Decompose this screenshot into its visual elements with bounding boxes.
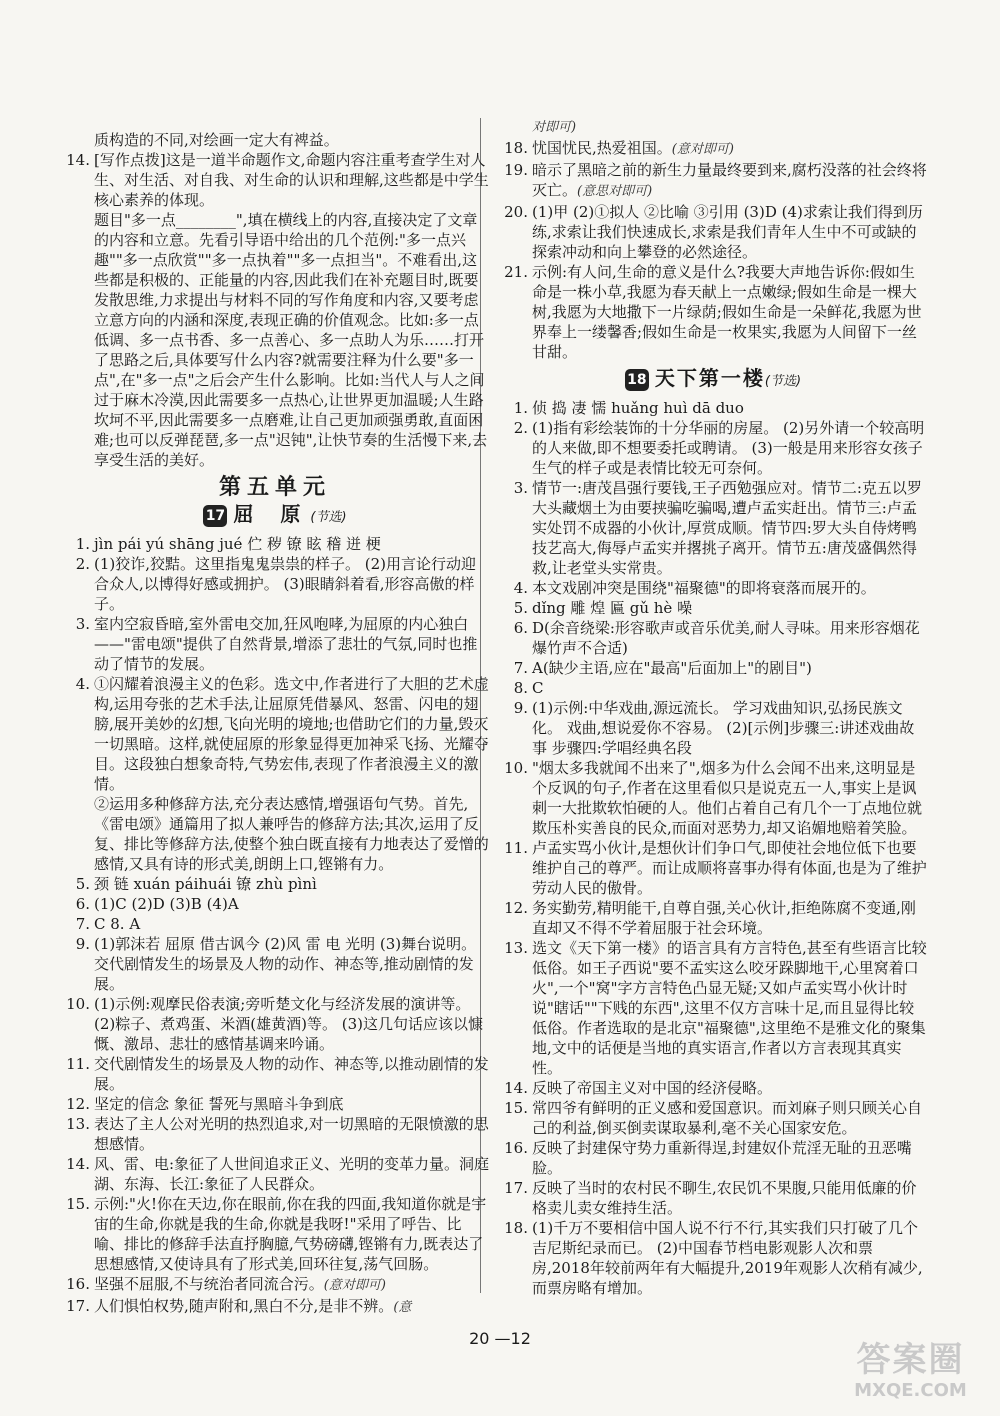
lesson-17-answers (60, 534, 490, 1318)
item-number: 15. (504, 1099, 528, 1117)
answer-item (498, 1178, 928, 1218)
item-number: 19. (504, 161, 528, 179)
item-number: 6. (513, 619, 528, 637)
answer-item (60, 1194, 490, 1274)
item-number: 17. (504, 1179, 528, 1197)
item-number: 5. (75, 875, 90, 893)
item-text: A(缺少主语,应在"最高"后面加上"的剧目") (532, 659, 812, 677)
carryover-note: 对即可) (532, 120, 577, 135)
item-text: 暗示了黑暗之前的新生力量最终要到来,腐朽没落的社会终将灭亡。 (532, 161, 927, 199)
item-number: 20. (504, 203, 528, 221)
answer-item (498, 1098, 928, 1138)
answer-item (498, 202, 928, 262)
item-number: 2. (513, 419, 528, 437)
answer-item (60, 874, 490, 894)
item-number: 8. (513, 679, 528, 697)
item-number: 9. (75, 935, 90, 953)
answer-item (498, 618, 928, 658)
item-text: (1)甲 (2)①拟人 ②比喻 ③引用 (3)D (4)求索让我们得到历练,求索让我们快速成长,求索是我们青年人生中不可或缺的探索冲动和向上攀登的必然途径。 (532, 203, 923, 261)
answer-item (498, 598, 928, 618)
item-number: 12. (66, 1095, 90, 1113)
carryover-text: 质构造的不同,对绘画一定大有裨益。 (94, 131, 339, 149)
item-text: 示例:"火!你在天边,你在眼前,你在我的四面,我知道你就是宇宙的生命,你就是我的生命,你就是我呀!"采用了呼告、比喻、排比的修辞手法直抒胸臆,气势磅礴,铿锵有力,既表达了思想感情,又使诗具有了形式美,回环往复,荡气回肠。 (94, 1195, 487, 1273)
right-column (498, 118, 928, 1298)
item-text: 风、雷、电:象征了人世间追求正义、光明的变革力量。洞庭湖、东海、长江:象征了人民群众。 (94, 1155, 490, 1193)
item-text: D(余音绕梁:形容歌声或音乐优美,耐人寻味。用来形容烟花爆竹声不合适) (532, 619, 920, 657)
item-text: jìn pái yú shāng jué 伫 秽 镣 眩 稽 迸 梗 (94, 535, 381, 553)
item-number: 12. (504, 899, 528, 917)
item-number: 18. (504, 1219, 528, 1237)
item-note: (意对即可) (671, 142, 734, 157)
item-number: 2. (75, 555, 90, 573)
writing-tip-detail: 题目"多一点________",填在横线上的内容,直接决定了文章的内容和立意。先看引导语中给出的几个范例:"多一点兴趣""多一点欣赏""多一点执着""多一点担当"。不难看出,这些都是积极的、正能量的内容,因此我们在补充题目时,既要发散思维,力求提出与材料不同的写作角度和内容,又要考虑立意方向的内涵和深度,表现正确的价值观念。比如:多一点低调、多一点书香、多一点善心、多一点助人为乐……打开了思路之后,具体要写什么内容?就需要注释为什么要"多一点",在"多一点"之后会产生什么影响。比如:当代人与人之间过于麻木冷漠,因此需要多一点热心,让世界更加温暖;人生路坎坷不平,因此需要多一点磨难,让自己更加顽强勇敢,直面困难;也可以反弹琵琶,多一点"迟钝",让快节奏的生活慢下来,去享受生活的美好。 (94, 211, 488, 469)
left-column (60, 130, 490, 1318)
item-number: 13. (504, 939, 528, 957)
item-number: 4. (513, 579, 528, 597)
item-text: 反映了帝国主义对中国的经济侵略。 (532, 1079, 773, 1097)
answer-item (60, 1296, 490, 1318)
answer-item (60, 1054, 490, 1094)
item-text: (1)狡诈,狡黠。这里指鬼鬼祟祟的样子。 (2)用言论行动迎合众人,以博得好感或拥护。 (3)眼睛斜着看,形容高傲的样子。 (94, 555, 477, 613)
item-text: 坚强不屈服,不与统治者同流合污。 (94, 1275, 324, 1293)
item-number: 15. (66, 1195, 90, 1213)
item-note: (意思对即可) (577, 184, 653, 199)
answer-item (498, 418, 928, 478)
item-number: 14. (66, 1155, 90, 1173)
item-number: 3. (513, 479, 528, 497)
item-text: 反映了当时的农村民不聊生,农民饥不果腹,只能用低廉的价格卖儿卖女维持生活。 (532, 1179, 917, 1217)
answer-item (498, 898, 928, 938)
item-text: 本文戏剧冲突是围绕"福聚德"的即将衰落而展开的。 (532, 579, 876, 597)
lesson-18-title: 18 天下第一楼(节选) (498, 368, 928, 392)
answer-item (60, 1154, 490, 1194)
lesson-number-badge: 17 (203, 505, 227, 527)
answer-item-14: 14. [写作点拨]这是一道半命题作文,命题内容注重考查学生对人生、对生活、对自我、对生命的认识和理解,这些都是中学生核心素养的体现。 题目"多一点________",填在横线上的内容,直接决定了文章的内容和立意。先看引导语中给出的几个范例:"多一点兴趣""多一点欣赏""多一点执着""多一点担当"。不难看出,这些都是积极的、正能量的内容,因此我们在补充题目时,既要发散思维,力求提出与材料不同的写作角度和内容,又要考虑立意方向的内涵和深度,表现正确的价值观念。比如:多一点低调、多一点书香、多一点善心、多一点助人为乐……打开了思路之后,具体要写什么内容?就需要注释为什么要"多一点",在"多一点"之后会产生什么影响。比如:当代人与人之间过于麻木冷漠,因此需要多一点热心,让世界更加温暖;人生路坎坷不平,因此需要多一点磨难,让自己更加顽强勇敢,直面困难;也可以反弹琵琶,多一点"迟钝",让快节奏的生活慢下来,去享受生活的美好。 (66, 151, 489, 469)
item-text: 交代剧情发生的场景及人物的动作、神态等,以推动剧情的发展。 (94, 1055, 489, 1093)
item-text: (1)C (2)D (3)B (4)A (94, 895, 239, 913)
item-number: 10. (66, 995, 90, 1013)
item-note: (意 (393, 1300, 412, 1315)
item-text: ①闪耀着浪漫主义的色彩。选文中,作者进行了大胆的艺术虚构,运用夸张的艺术手法,让屈原凭借暴风、怒雷、闪电的翅膀,展开美妙的幻想,飞向光明的境地;也借助它们的力量,毁灭一切黑暗。这样,就使屈原的形象显得更加神采飞扬、光耀夺目。这段独白想象奇特,气势宏伟,表现了作者浪漫主义的激情。 (94, 675, 489, 793)
answer-item (498, 838, 928, 898)
answer-item (498, 138, 928, 160)
item-text: 务实勤劳,精明能干,自尊自强,关心伙计,拒绝陈腐不变通,刚直却又不得不学着屈服于社会环境。 (532, 899, 916, 937)
item-number: 10. (504, 759, 528, 777)
lesson-number-badge: 18 (625, 369, 649, 391)
writing-tip-text: [写作点拨]这是一道半命题作文,命题内容注重考查学生对人生、对生活、对自我、对生命的认识和理解,这些都是中学生核心素养的体现。 (94, 151, 489, 209)
answer-item (498, 678, 928, 698)
answer-item (498, 262, 928, 362)
answer-item (60, 674, 490, 794)
item-text: 示例:有人问,生命的意义是什么?我要大声地告诉你:假如生命是一株小草,我愿为春天献上一点嫩绿;假如生命是一棵大树,我愿为大地撒下一片绿荫;假如生命是一朵鲜花,我愿为世界奉上一缕馨香;假如生命是一枚果实,我愿为人间留下一丝甘甜。 (532, 263, 922, 361)
watermark-logo: 答案圈 MXQE.COM (854, 1340, 967, 1401)
item-text: 反映了封建保守势力重新得逞,封建奴仆荒淫无耻的丑恶嘴脸。 (532, 1139, 912, 1177)
answer-item (498, 758, 928, 838)
item-text: C (532, 679, 544, 697)
item-text: (1)示例:中华戏曲,源远流长。 学习戏曲知识,弘扬民族文化。 戏曲,想说爱你不容易。 (2)[示例]步骤三:讲述戏曲故事 步骤四:学唱经典名段 (532, 699, 915, 757)
answer-item (498, 658, 928, 678)
item-number: 21. (504, 263, 528, 281)
answer-item (60, 794, 490, 874)
answer-item (498, 698, 928, 758)
item-text: 忧国忧民,热爱祖国。 (532, 139, 672, 157)
item-number: 17. (66, 1297, 90, 1315)
item-number: 6. (75, 895, 90, 913)
item-number: 7. (513, 659, 528, 677)
item-text: (1)千万不要相信中国人说不行不行,其实我们只打破了几个吉尼斯纪录而已。 (2)中国春节档电影观影人次和票房,2018年较前两年有大幅提升,2019年观影人次稍有减少,而票房略有增加。 (532, 1219, 923, 1297)
lesson-17-title: 17 屈 原(节选) (60, 504, 490, 528)
item-number: 16. (66, 1275, 90, 1293)
item-text: 表达了主人公对光明的热烈追求,对一切黑暗的无限愤激的思想感情。 (94, 1115, 489, 1153)
item-number: 14. (504, 1079, 528, 1097)
item-text: 人们惧怕权势,随声附和,黑白不分,是非不辨。 (94, 1297, 394, 1315)
answer-item (498, 1218, 928, 1298)
answer-item (60, 1274, 490, 1296)
answer-item (60, 994, 490, 1054)
item-text: (1)郭沫若 屈原 借古讽今 (2)风 雷 电 光明 (3)舞台说明。 交代剧情发生的场景及人物的动作、神态等,推动剧情的发展。 (94, 935, 477, 993)
item-number: 11. (504, 839, 528, 857)
answer-item (498, 1078, 928, 1098)
item-number: 18. (504, 139, 528, 157)
page-number: 20 —12 (469, 1329, 531, 1348)
answer-item (60, 894, 490, 914)
answer-item (60, 1094, 490, 1114)
item-number: 5. (513, 599, 528, 617)
item-number: 1. (75, 535, 90, 553)
item-text: dǐng 雕 煌 匾 gǔ hè 噪 (532, 599, 693, 617)
item-text: (1)指有彩绘装饰的十分华丽的房屋。 (2)另外请一个较高明的人来做,即不想要委托或聘请。 (3)一般是用来形容女孩子生气的样子或是表情比较无可奈何。 (532, 419, 925, 477)
item-number: 7. (75, 915, 90, 933)
answer-item (498, 1138, 928, 1178)
item-number: 11. (66, 1055, 90, 1073)
item-text: 坚定的信念 象征 誓死与黑暗斗争到底 (94, 1095, 344, 1113)
item-text: C 8. A (94, 915, 141, 933)
item-note: (意对即可) (323, 1278, 386, 1293)
answer-item (498, 938, 928, 1078)
item-number: 9. (513, 699, 528, 717)
answer-item (498, 398, 928, 418)
item-text: 侦 捣 凄 懦 huǎng huì dā duo (532, 399, 744, 417)
answer-item (498, 478, 928, 578)
item-number: 1. (513, 399, 528, 417)
item-text: (1)示例:观摩民俗表演;旁听楚文化与经济发展的演讲等。 (2)粽子、煮鸡蛋、米酒(雄黄酒)等。 (3)这几句话应该以慷慨、激昂、悲壮的感情基调来吟诵。 (94, 995, 483, 1053)
answer-item (60, 554, 490, 614)
lesson-17-answers-cont (498, 138, 928, 362)
item-text: 卢孟实骂小伙计,是想伙计们争口气,即使社会地位低下也要维护自己的尊严。而让成顺将喜事办得有体面,也是为了维护劳动人民的傲骨。 (532, 839, 927, 897)
unit-title: 第五单元 (218, 475, 331, 500)
item-text: 室内空寂昏暗,室外雷电交加,狂风咆哮,为屈原的内心独白——"雷电颂"提供了自然背景,增添了悲壮的气氛,同时也推动了情节的发展。 (94, 615, 478, 673)
item-text: "烟太多我就闻不出来了",烟多为什么会闻不出来,这明显是个反讽的句子,作者在这里看似只是说克五一人,事实上是讽刺一大批欺软怕硬的人。他们占着自己有几个一丁点地位就欺压朴实善良的民众,而面对恶势力,却又谄媚地赔着笑脸。 (532, 759, 923, 837)
item-text: 选文《天下第一楼》的语言具有方言特色,甚至有些语言比较低俗。如王子西说"要不孟实这么咬牙跺脚地干,心里窝着口火",一个"窝"字方言特色凸显无疑;又如卢孟实骂小伙计时说"瞎话""下贱的东西",这里不仅方言味十足,而且显得比较低俗。作者选取的是北京"福聚德",这里绝不是雅文化的聚集地,文中的话便是当地的真实语言,作者以方言表现其真实性。 (532, 939, 927, 1077)
answer-item (60, 1114, 490, 1154)
item-number: 16. (504, 1139, 528, 1157)
answer-item (60, 914, 490, 934)
item-number: 4. (75, 675, 90, 693)
item-text: ②运用多种修辞方法,充分表达感情,增强语句气势。首先,《雷电颂》通篇用了拟人兼呼告的修辞方法;其次,运用了反复、排比等修辞方法,使整个独白既直接有力地表达了爱憎的感情,又具有诗的形式美,朗朗上口,铿锵有力。 (94, 795, 489, 873)
answer-item (498, 160, 928, 202)
item-text: 情节一:唐茂昌强行要钱,王子西勉强应对。情节二:克五以罗大头藏烟土为由要挟骗吃骗喝,遭卢孟实赶出。情节三:卢孟实处罚不成器的小伙计,厚赏成顺。情节四:罗大头自侍烤鸭技艺高大,侮辱卢孟实并撂挑子离开。情节五:唐茂盛偶然得救,让老堂头实常贵。 (532, 479, 922, 577)
item-number: 3. (75, 615, 90, 633)
answer-item (60, 534, 490, 554)
item-text: 颈 链 xuán páihuái 镣 zhù pìnì (94, 875, 317, 893)
item-text: 常四爷有鲜明的正义感和爱国意识。而刘麻子则只顾关心自己的利益,倒买倒卖谋取暴利,毫不关心国家安危。 (532, 1099, 923, 1137)
item-number: 13. (66, 1115, 90, 1133)
answer-item (498, 578, 928, 598)
lesson-18-answers (498, 398, 928, 1298)
answer-item (60, 614, 490, 674)
answer-item (60, 934, 490, 994)
